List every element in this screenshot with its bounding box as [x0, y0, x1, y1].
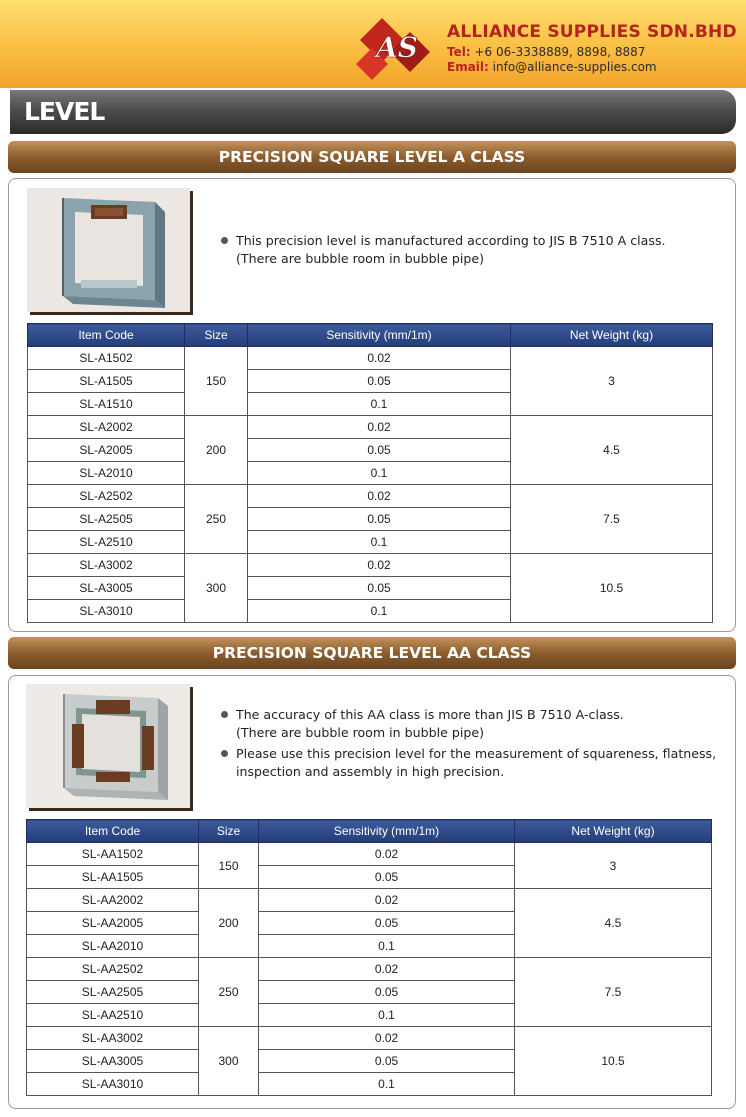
bullet-item	[218, 232, 718, 268]
company-name: ALLIANCE SUPPLIES SDN.BHD	[447, 22, 737, 42]
section-a-description	[218, 232, 718, 271]
section-a-spec-table	[27, 323, 713, 623]
sensitivity-cell: 0.1	[248, 531, 511, 554]
sensitivity-cell: 0.05	[259, 866, 515, 889]
sensitivity-cell: 0.02	[259, 889, 515, 912]
table-row	[27, 889, 712, 912]
col-item-code: Item Code	[27, 820, 199, 843]
size-cell: 300	[185, 554, 248, 623]
sensitivity-cell: 0.05	[248, 577, 511, 600]
bullet-line: Please use this precision level for the measurement of squareness, flatness,	[236, 746, 717, 761]
bullet-item	[218, 745, 718, 781]
item-code-cell: SL-AA1502	[27, 843, 199, 866]
email-value[interactable]: info@alliance-supplies.com	[492, 60, 657, 74]
table-header-row	[27, 820, 712, 843]
sensitivity-cell: 0.05	[259, 912, 515, 935]
bullet-line: (There are bubble room in bubble pipe)	[236, 725, 485, 740]
col-sensitivity: Sensitivity (mm/1m)	[248, 324, 511, 347]
item-code-cell: SL-AA3005	[27, 1050, 199, 1073]
weight-cell: 7.5	[511, 485, 713, 554]
company-info	[447, 22, 737, 75]
tel-label: Tel:	[447, 45, 471, 59]
sensitivity-cell: 0.1	[248, 600, 511, 623]
item-code-cell: SL-AA2505	[27, 981, 199, 1004]
item-code-cell: SL-A2502	[28, 485, 185, 508]
size-cell: 200	[199, 889, 259, 958]
section-aa-title: PRECISION SQUARE LEVEL AA CLASS	[212, 644, 532, 662]
size-cell: 250	[185, 485, 248, 554]
sensitivity-cell: 0.1	[248, 393, 511, 416]
col-size: Size	[185, 324, 248, 347]
table-row	[27, 843, 712, 866]
item-code-cell: SL-AA1505	[27, 866, 199, 889]
item-code-cell: SL-A2510	[28, 531, 185, 554]
table-row	[28, 485, 713, 508]
section-aa-spec-table	[26, 819, 712, 1096]
section-aa-title-bar	[8, 637, 736, 669]
sensitivity-cell: 0.02	[248, 554, 511, 577]
item-code-cell: SL-AA3010	[27, 1073, 199, 1096]
item-code-cell: SL-A2005	[28, 439, 185, 462]
bullet-line: This precision level is manufactured according to JIS B 7510 A class.	[236, 233, 666, 248]
weight-cell: 10.5	[515, 1027, 712, 1096]
sensitivity-cell: 0.02	[259, 843, 515, 866]
sensitivity-cell: 0.05	[248, 508, 511, 531]
item-code-cell: SL-A1510	[28, 393, 185, 416]
sensitivity-cell: 0.05	[259, 981, 515, 1004]
sensitivity-cell: 0.05	[248, 370, 511, 393]
item-code-cell: SL-AA3002	[27, 1027, 199, 1050]
sensitivity-cell: 0.02	[248, 347, 511, 370]
section-a-title-bar	[8, 141, 736, 173]
item-code-cell: SL-A3005	[28, 577, 185, 600]
size-cell: 250	[199, 958, 259, 1027]
item-code-cell: SL-AA2510	[27, 1004, 199, 1027]
weight-cell: 4.5	[515, 889, 712, 958]
table-row	[27, 958, 712, 981]
square-level-photo-icon	[26, 684, 190, 808]
item-code-cell: SL-A2010	[28, 462, 185, 485]
item-code-cell: SL-A3010	[28, 600, 185, 623]
sensitivity-cell: 0.1	[259, 935, 515, 958]
table-row	[28, 416, 713, 439]
item-code-cell: SL-A2505	[28, 508, 185, 531]
company-logo	[352, 14, 442, 84]
item-code-cell: SL-AA2002	[27, 889, 199, 912]
col-net-weight: Net Weight (kg)	[515, 820, 712, 843]
bullet-line: (There are bubble room in bubble pipe)	[236, 251, 485, 266]
sensitivity-cell: 0.02	[248, 416, 511, 439]
section-aa-description	[218, 706, 718, 784]
item-code-cell: SL-A3002	[28, 554, 185, 577]
item-code-cell: SL-AA2502	[27, 958, 199, 981]
sensitivity-cell: 0.1	[259, 1004, 515, 1027]
company-email	[447, 60, 737, 75]
weight-cell: 4.5	[511, 416, 713, 485]
sensitivity-cell: 0.02	[259, 958, 515, 981]
item-code-cell: SL-AA2010	[27, 935, 199, 958]
table-row	[27, 1027, 712, 1050]
weight-cell: 7.5	[515, 958, 712, 1027]
table-row	[28, 347, 713, 370]
weight-cell: 3	[511, 347, 713, 416]
size-cell: 150	[185, 347, 248, 416]
category-bar	[10, 90, 736, 134]
weight-cell: 3	[515, 843, 712, 889]
logo-text: AS	[376, 31, 418, 64]
bullet-item	[218, 706, 718, 742]
square-level-photo-icon	[27, 188, 190, 312]
table-header-row	[28, 324, 713, 347]
sensitivity-cell: 0.02	[259, 1027, 515, 1050]
tel-value: +6 06-3338889, 8898, 8887	[474, 45, 646, 59]
col-sensitivity: Sensitivity (mm/1m)	[259, 820, 515, 843]
section-a-title: PRECISION SQUARE LEVEL A CLASS	[218, 148, 526, 166]
weight-cell: 10.5	[511, 554, 713, 623]
sensitivity-cell: 0.05	[259, 1050, 515, 1073]
item-code-cell: SL-AA2005	[27, 912, 199, 935]
page-title: LEVEL	[24, 97, 105, 126]
item-code-cell: SL-A1505	[28, 370, 185, 393]
sensitivity-cell: 0.05	[248, 439, 511, 462]
col-size: Size	[199, 820, 259, 843]
size-cell: 200	[185, 416, 248, 485]
table-row	[28, 554, 713, 577]
col-item-code: Item Code	[28, 324, 185, 347]
email-label: Email:	[447, 60, 489, 74]
size-cell: 150	[199, 843, 259, 889]
size-cell: 300	[199, 1027, 259, 1096]
bullet-line: The accuracy of this AA class is more than JIS B 7510 A-class.	[236, 707, 624, 722]
bullet-line: inspection and assembly in high precision.	[236, 764, 505, 779]
col-net-weight: Net Weight (kg)	[511, 324, 713, 347]
sensitivity-cell: 0.02	[248, 485, 511, 508]
sensitivity-cell: 0.1	[248, 462, 511, 485]
company-tel	[447, 45, 737, 60]
item-code-cell: SL-A2002	[28, 416, 185, 439]
sensitivity-cell: 0.1	[259, 1073, 515, 1096]
item-code-cell: SL-A1502	[28, 347, 185, 370]
page-header	[0, 0, 746, 88]
